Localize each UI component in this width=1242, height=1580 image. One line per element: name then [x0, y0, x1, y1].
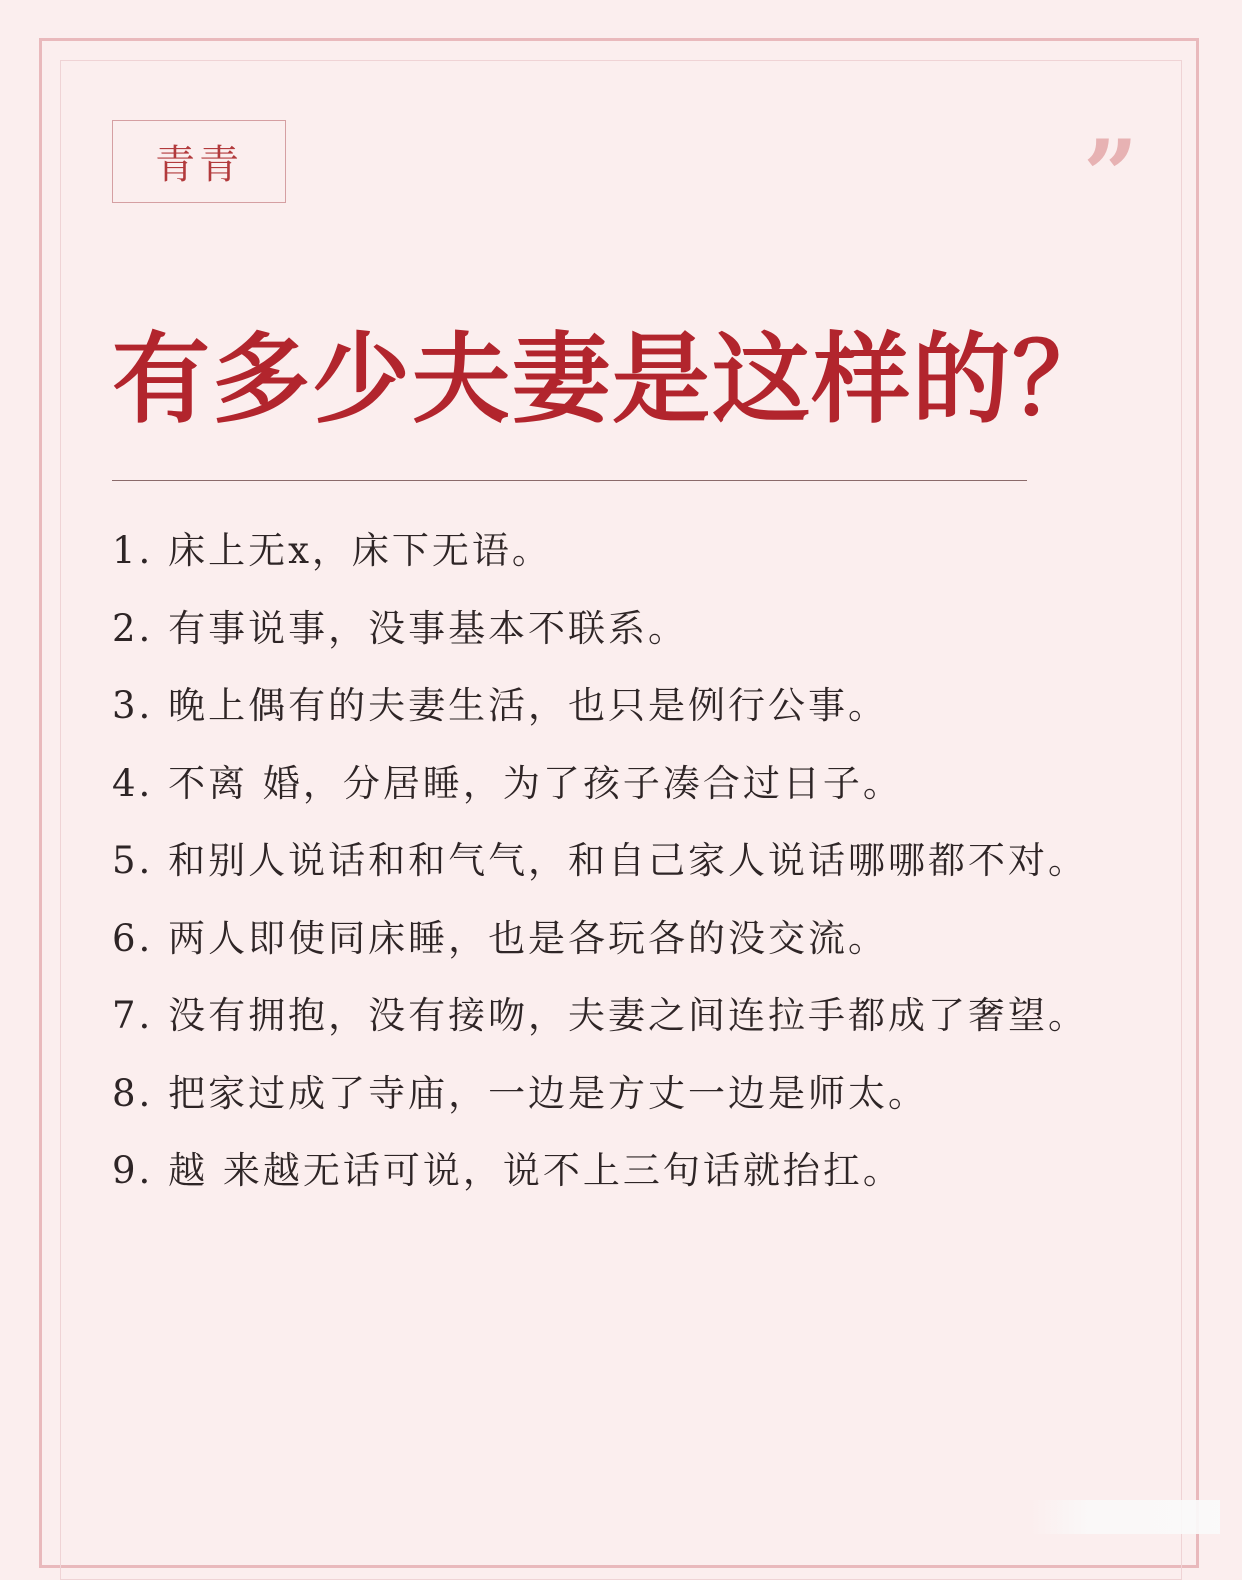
- divider: [112, 480, 1027, 481]
- list-item: 1. 床上无x，床下无语。: [112, 529, 552, 572]
- list-item: 5. 和别人说话和和气气，和自己家人说话哪哪都不对。: [112, 839, 1089, 882]
- author-tag-label: 青青: [155, 142, 243, 188]
- list-item: 2. 有事说事，没事基本不联系。: [112, 606, 689, 650]
- watermark-overlay: [1030, 1500, 1220, 1534]
- content-list: [112, 512, 1142, 1210]
- list-item: 6. 两人即使同床睡，也是各玩各的没交流。: [112, 916, 889, 960]
- list-item: 4. 不离 婚，分居睡，为了孩子凑合过日子。: [112, 761, 903, 805]
- list-item: 7. 没有拥抱，没有接吻，夫妻之间连拉手都成了奢望。: [112, 994, 1089, 1037]
- author-tag: [112, 120, 286, 203]
- page-title: 有多少夫妻是这样的？: [112, 322, 1113, 437]
- quote-icon: ”: [1083, 119, 1139, 232]
- list-item: 8. 把家过成了寺庙，一边是方丈一边是师太。: [112, 1071, 929, 1115]
- list-item: 9. 越 来越无话可说，说不上三句话就抬扛。: [112, 1149, 903, 1192]
- list-item: 3. 晚上偶有的夫妻生活，也只是例行公事。: [112, 684, 889, 727]
